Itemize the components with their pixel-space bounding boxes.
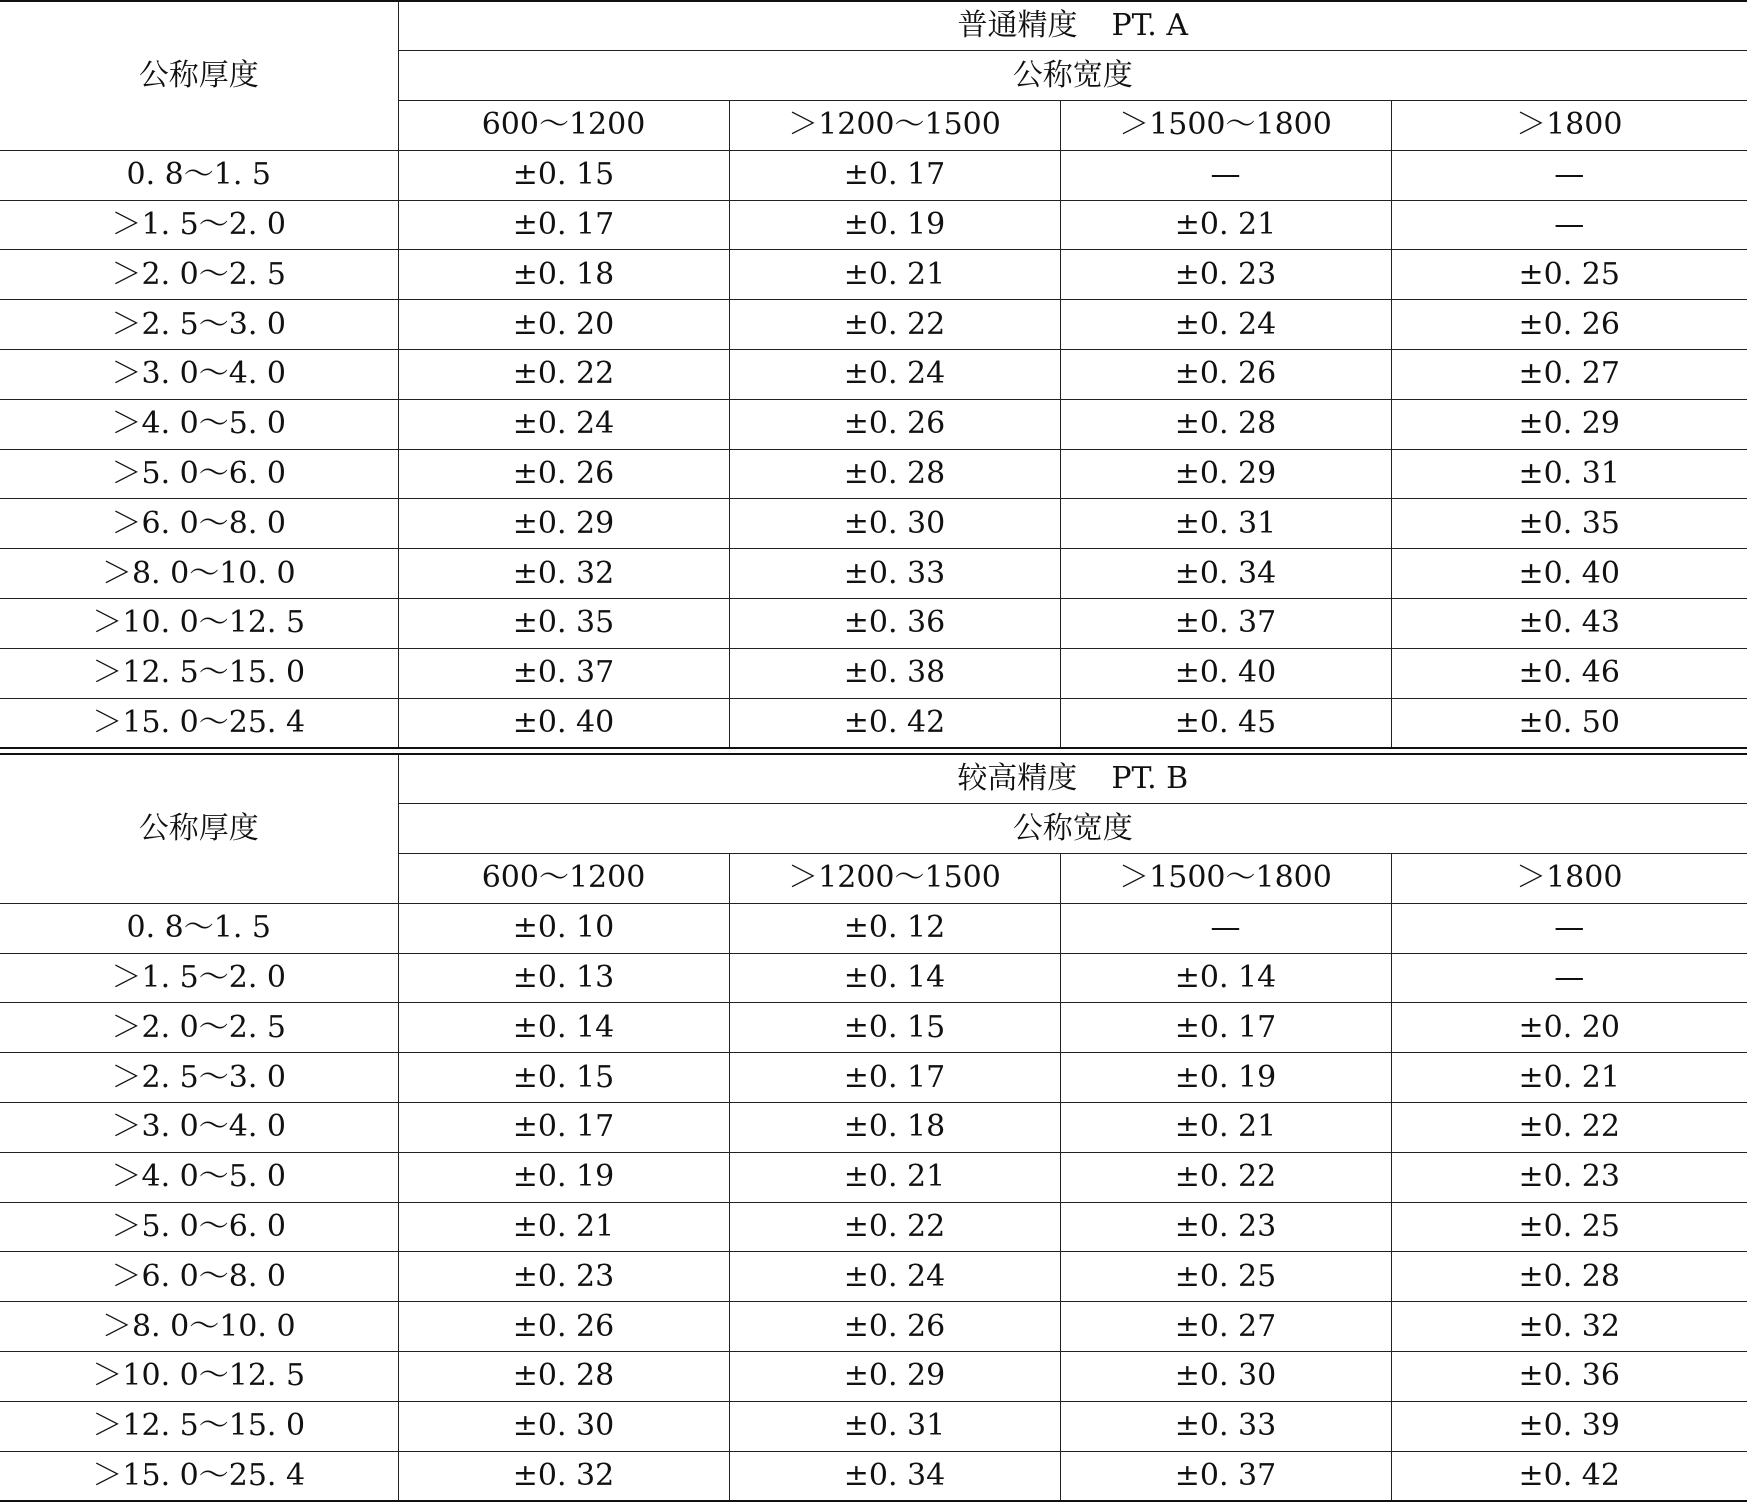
tolerance-cell: ±0. 15 bbox=[398, 1053, 729, 1103]
tolerance-cell: ±0. 22 bbox=[398, 350, 729, 400]
table-row bbox=[0, 1202, 1747, 1252]
table-row bbox=[0, 1152, 1747, 1202]
tolerance-cell: ±0. 40 bbox=[1391, 549, 1747, 599]
tolerance-cell: ±0. 32 bbox=[398, 1451, 729, 1501]
tolerance-cell: ±0. 14 bbox=[1060, 953, 1391, 1003]
tolerance-cell: ±0. 28 bbox=[1391, 1252, 1747, 1302]
thickness-cell: ＞2. 0～2. 5 bbox=[0, 250, 398, 300]
width-column-header: ＞1200～1500 bbox=[729, 101, 1060, 151]
table-row bbox=[0, 300, 1747, 350]
tolerance-cell: — bbox=[1391, 200, 1747, 250]
tolerance-cell: ±0. 29 bbox=[1060, 449, 1391, 499]
thickness-cell: ＞3. 0～4. 0 bbox=[0, 1103, 398, 1153]
tolerance-cell: ±0. 25 bbox=[1391, 250, 1747, 300]
tolerance-cell: ±0. 24 bbox=[1060, 300, 1391, 350]
tolerance-cell: ±0. 22 bbox=[1391, 1103, 1747, 1153]
table-row bbox=[0, 250, 1747, 300]
width-column-header: 600～1200 bbox=[398, 854, 729, 904]
table-row bbox=[0, 1003, 1747, 1053]
tolerance-cell: ±0. 30 bbox=[729, 499, 1060, 549]
thickness-cell: ＞4. 0～5. 0 bbox=[0, 1152, 398, 1202]
table-row bbox=[0, 698, 1747, 748]
tolerance-cell: ±0. 34 bbox=[729, 1451, 1060, 1501]
tolerance-cell: ±0. 15 bbox=[729, 1003, 1060, 1053]
table-row bbox=[0, 499, 1747, 549]
tolerance-cell: ±0. 39 bbox=[1391, 1401, 1747, 1451]
tolerance-cell: ±0. 23 bbox=[1060, 250, 1391, 300]
width-column-header: ＞1200～1500 bbox=[729, 854, 1060, 904]
table-row bbox=[0, 1401, 1747, 1451]
tolerance-cell: ±0. 20 bbox=[1391, 1003, 1747, 1053]
tolerance-cell: ±0. 43 bbox=[1391, 599, 1747, 649]
tolerance-table-pt-a bbox=[0, 0, 1747, 749]
tolerance-cell: ±0. 18 bbox=[729, 1103, 1060, 1153]
tolerance-cell: ±0. 33 bbox=[1060, 1401, 1391, 1451]
precision-code: PT. A bbox=[1111, 8, 1189, 44]
tolerance-cell: ±0. 36 bbox=[729, 599, 1060, 649]
tolerance-cell: ±0. 27 bbox=[1060, 1302, 1391, 1352]
tolerance-cell: ±0. 37 bbox=[1060, 1451, 1391, 1501]
tolerance-cell: ±0. 28 bbox=[398, 1352, 729, 1402]
tolerance-cell: ±0. 23 bbox=[1391, 1152, 1747, 1202]
tolerance-cell: ±0. 23 bbox=[398, 1252, 729, 1302]
width-column-header: ＞1500～1800 bbox=[1060, 101, 1391, 151]
tolerance-cell: ±0. 21 bbox=[729, 1152, 1060, 1202]
tolerance-cell: ±0. 31 bbox=[729, 1401, 1060, 1451]
tolerance-cell: ±0. 32 bbox=[1391, 1302, 1747, 1352]
tolerance-cell: ±0. 37 bbox=[398, 648, 729, 698]
row-header-thickness: 公称厚度 bbox=[0, 1, 398, 150]
thickness-cell: ＞5. 0～6. 0 bbox=[0, 449, 398, 499]
tolerance-cell: ±0. 23 bbox=[1060, 1202, 1391, 1252]
tolerance-cell: ±0. 31 bbox=[1060, 499, 1391, 549]
row-header-thickness: 公称厚度 bbox=[0, 754, 398, 903]
tolerance-cell: ±0. 21 bbox=[1391, 1053, 1747, 1103]
tolerance-cell: ±0. 33 bbox=[729, 549, 1060, 599]
tolerance-cell: ±0. 14 bbox=[729, 953, 1060, 1003]
width-header: 公称宽度 bbox=[398, 51, 1747, 101]
precision-header bbox=[398, 754, 1747, 804]
tolerance-cell: ±0. 14 bbox=[398, 1003, 729, 1053]
thickness-cell: ＞12. 5～15. 0 bbox=[0, 1401, 398, 1451]
tolerance-cell: ±0. 24 bbox=[729, 1252, 1060, 1302]
tolerance-cell: ±0. 50 bbox=[1391, 698, 1747, 748]
thickness-cell: ＞4. 0～5. 0 bbox=[0, 399, 398, 449]
tolerance-cell: ±0. 24 bbox=[398, 399, 729, 449]
tolerance-cell: ±0. 15 bbox=[398, 150, 729, 200]
thickness-cell: ＞10. 0～12. 5 bbox=[0, 1352, 398, 1402]
tolerance-cell: ±0. 26 bbox=[1060, 350, 1391, 400]
precision-title: 较高精度 bbox=[957, 761, 1078, 797]
width-header: 公称宽度 bbox=[398, 804, 1747, 854]
tolerance-cell: ±0. 19 bbox=[1060, 1053, 1391, 1103]
table-row bbox=[0, 648, 1747, 698]
tolerance-cell: ±0. 22 bbox=[729, 300, 1060, 350]
tolerance-cell: ±0. 45 bbox=[1060, 698, 1391, 748]
thickness-cell: ＞2. 5～3. 0 bbox=[0, 1053, 398, 1103]
tolerance-cell: ±0. 24 bbox=[729, 350, 1060, 400]
table-row bbox=[0, 903, 1747, 953]
tolerance-cell: ±0. 21 bbox=[729, 250, 1060, 300]
tolerance-cell: ±0. 22 bbox=[729, 1202, 1060, 1252]
thickness-cell: ＞3. 0～4. 0 bbox=[0, 350, 398, 400]
tolerance-cell: — bbox=[1060, 903, 1391, 953]
precision-title: 普通精度 bbox=[957, 8, 1078, 44]
thickness-cell: ＞15. 0～25. 4 bbox=[0, 1451, 398, 1501]
tolerance-cell: ±0. 12 bbox=[729, 903, 1060, 953]
tolerance-cell: ±0. 25 bbox=[1391, 1202, 1747, 1252]
tolerance-cell: ±0. 21 bbox=[398, 1202, 729, 1252]
thickness-cell: 0. 8～1. 5 bbox=[0, 150, 398, 200]
tolerance-cell: ±0. 36 bbox=[1391, 1352, 1747, 1402]
table-row bbox=[0, 599, 1747, 649]
thickness-cell: ＞1. 5～2. 0 bbox=[0, 953, 398, 1003]
thickness-cell: ＞8. 0～10. 0 bbox=[0, 1302, 398, 1352]
thickness-cell: ＞2. 5～3. 0 bbox=[0, 300, 398, 350]
width-column-header: ＞1800 bbox=[1391, 101, 1747, 151]
tolerance-cell: ±0. 19 bbox=[729, 200, 1060, 250]
tolerance-cell: ±0. 26 bbox=[1391, 300, 1747, 350]
tolerance-cell: ±0. 17 bbox=[729, 1053, 1060, 1103]
table-row bbox=[0, 150, 1747, 200]
tolerance-cell: ±0. 22 bbox=[1060, 1152, 1391, 1202]
thickness-cell: ＞12. 5～15. 0 bbox=[0, 648, 398, 698]
header-row-precision bbox=[0, 754, 1747, 804]
tolerance-cell: ±0. 10 bbox=[398, 903, 729, 953]
tolerance-cell: — bbox=[1060, 150, 1391, 200]
table-row bbox=[0, 350, 1747, 400]
tolerance-cell: ±0. 27 bbox=[1391, 350, 1747, 400]
tolerance-cell: ±0. 29 bbox=[729, 1352, 1060, 1402]
tolerance-cell: ±0. 29 bbox=[398, 499, 729, 549]
tolerance-cell: ±0. 40 bbox=[1060, 648, 1391, 698]
table-body bbox=[0, 150, 1747, 748]
tolerance-cell: ±0. 42 bbox=[1391, 1451, 1747, 1501]
width-column-header: ＞1800 bbox=[1391, 854, 1747, 904]
tolerance-table-pt-b bbox=[0, 753, 1747, 1502]
tolerance-cell: ±0. 35 bbox=[398, 599, 729, 649]
tolerance-cell: ±0. 17 bbox=[1060, 1003, 1391, 1053]
table-row bbox=[0, 1053, 1747, 1103]
tolerance-cell: ±0. 30 bbox=[1060, 1352, 1391, 1402]
tolerance-cell: ±0. 46 bbox=[1391, 648, 1747, 698]
tolerance-cell: ±0. 26 bbox=[729, 1302, 1060, 1352]
tolerance-cell: ±0. 38 bbox=[729, 648, 1060, 698]
table-row bbox=[0, 1252, 1747, 1302]
table-row bbox=[0, 200, 1747, 250]
table-body bbox=[0, 903, 1747, 1501]
tolerance-cell: ±0. 21 bbox=[1060, 200, 1391, 250]
tolerance-cell: ±0. 29 bbox=[1391, 399, 1747, 449]
tolerance-cell: — bbox=[1391, 953, 1747, 1003]
table-row bbox=[0, 1103, 1747, 1153]
thickness-cell: ＞6. 0～8. 0 bbox=[0, 1252, 398, 1302]
tolerance-cell: ±0. 20 bbox=[398, 300, 729, 350]
thickness-cell: 0. 8～1. 5 bbox=[0, 903, 398, 953]
tolerance-cell: ±0. 40 bbox=[398, 698, 729, 748]
thickness-cell: ＞8. 0～10. 0 bbox=[0, 549, 398, 599]
header-row-precision bbox=[0, 1, 1747, 51]
tolerance-cell: ±0. 30 bbox=[398, 1401, 729, 1451]
tolerance-cell: ±0. 28 bbox=[1060, 399, 1391, 449]
thickness-cell: ＞2. 0～2. 5 bbox=[0, 1003, 398, 1053]
thickness-cell: ＞10. 0～12. 5 bbox=[0, 599, 398, 649]
tolerance-cell: ±0. 19 bbox=[398, 1152, 729, 1202]
tolerance-cell: ±0. 13 bbox=[398, 953, 729, 1003]
width-column-header: 600～1200 bbox=[398, 101, 729, 151]
tolerance-cell: ±0. 25 bbox=[1060, 1252, 1391, 1302]
tolerance-cell: ±0. 42 bbox=[729, 698, 1060, 748]
table-row bbox=[0, 549, 1747, 599]
tolerance-cell: ±0. 26 bbox=[398, 1302, 729, 1352]
tolerance-cell: — bbox=[1391, 150, 1747, 200]
tolerance-cell: ±0. 17 bbox=[398, 1103, 729, 1153]
table-row bbox=[0, 1352, 1747, 1402]
tolerance-cell: ±0. 26 bbox=[398, 449, 729, 499]
thickness-cell: ＞6. 0～8. 0 bbox=[0, 499, 398, 549]
table-row bbox=[0, 1302, 1747, 1352]
tolerance-cell: ±0. 17 bbox=[729, 150, 1060, 200]
precision-header bbox=[398, 1, 1747, 51]
table-row bbox=[0, 449, 1747, 499]
tolerance-cell: ±0. 26 bbox=[729, 399, 1060, 449]
tolerance-cell: ±0. 21 bbox=[1060, 1103, 1391, 1153]
thickness-cell: ＞5. 0～6. 0 bbox=[0, 1202, 398, 1252]
tolerance-cell: ±0. 17 bbox=[398, 200, 729, 250]
tolerance-cell: ±0. 35 bbox=[1391, 499, 1747, 549]
tolerance-cell: ±0. 18 bbox=[398, 250, 729, 300]
table-row bbox=[0, 399, 1747, 449]
width-column-header: ＞1500～1800 bbox=[1060, 854, 1391, 904]
thickness-cell: ＞15. 0～25. 4 bbox=[0, 698, 398, 748]
tolerance-cell: ±0. 32 bbox=[398, 549, 729, 599]
table-row bbox=[0, 953, 1747, 1003]
tolerance-cell: ±0. 34 bbox=[1060, 549, 1391, 599]
tolerance-cell: ±0. 37 bbox=[1060, 599, 1391, 649]
tolerance-cell: ±0. 28 bbox=[729, 449, 1060, 499]
thickness-cell: ＞1. 5～2. 0 bbox=[0, 200, 398, 250]
precision-code: PT. B bbox=[1111, 761, 1189, 797]
tolerance-cell: ±0. 31 bbox=[1391, 449, 1747, 499]
table-row bbox=[0, 1451, 1747, 1501]
tolerance-cell: — bbox=[1391, 903, 1747, 953]
